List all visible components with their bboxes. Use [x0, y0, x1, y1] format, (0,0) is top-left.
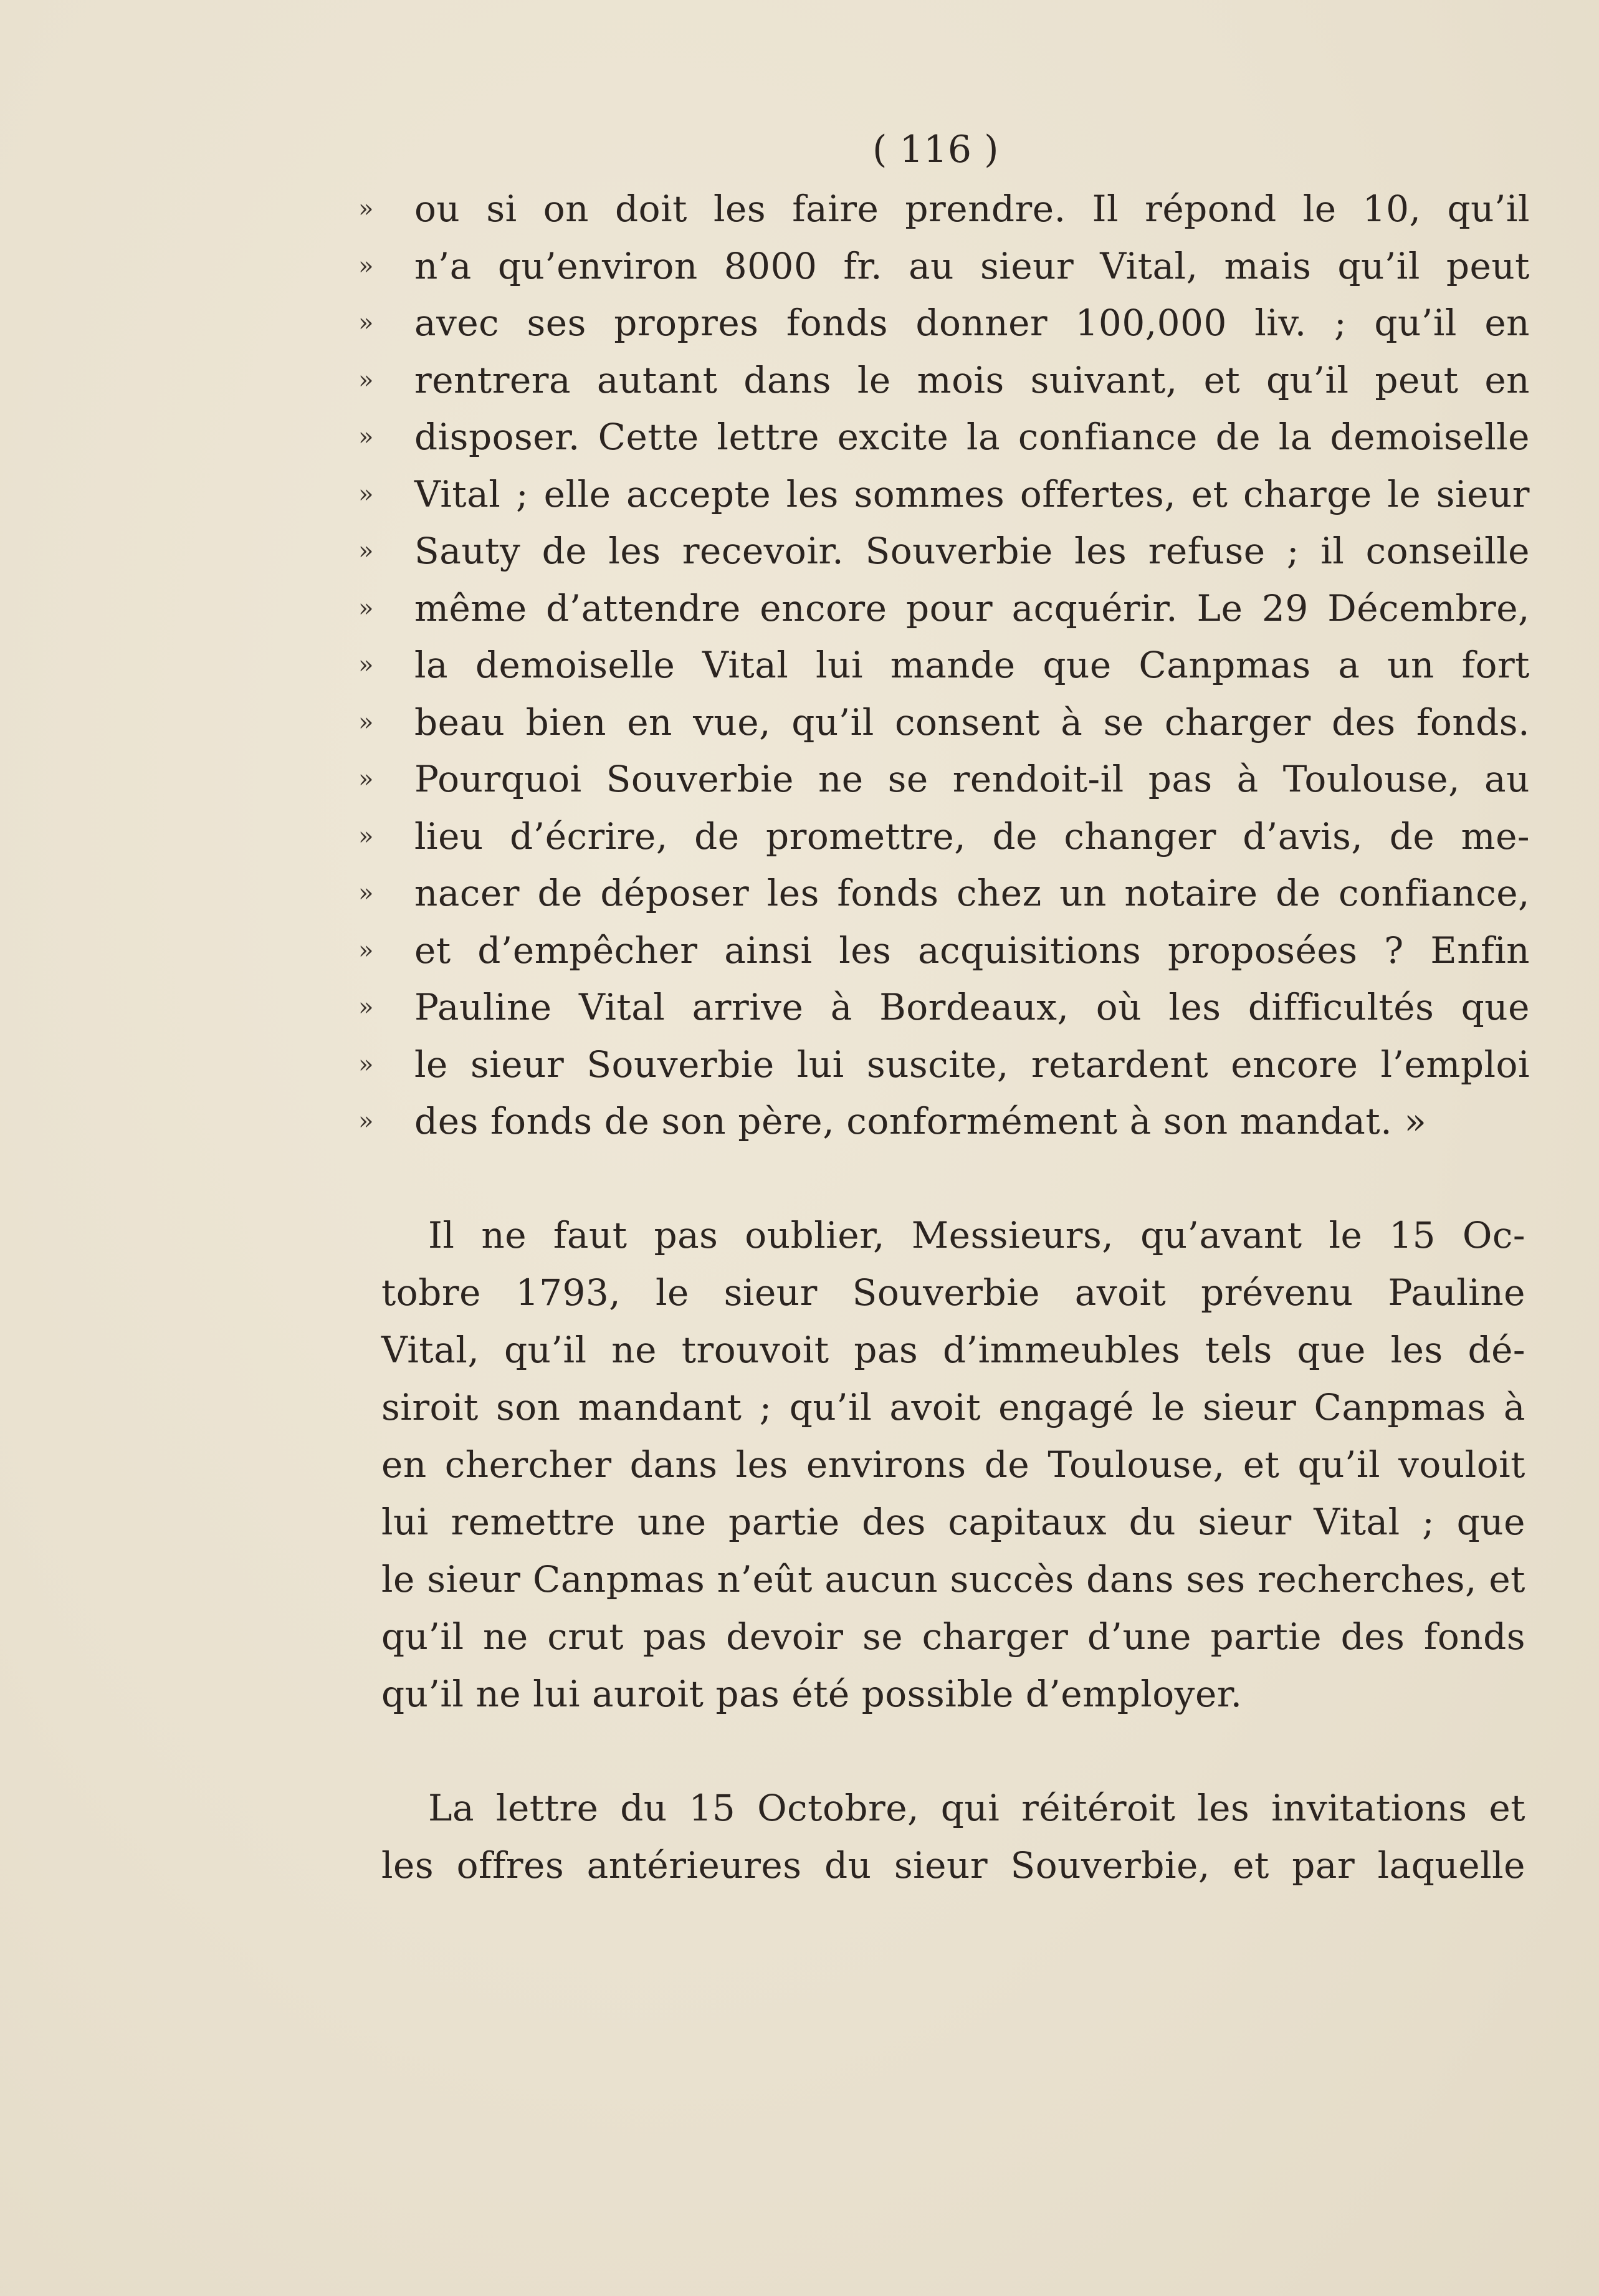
quote-line-text: n’a qu’environ 8000 fr. au sieur Vital, mais qu’il peut — [414, 244, 1530, 287]
quote-line — [358, 751, 1530, 808]
quoted-passage — [358, 181, 1530, 1150]
quote-line — [358, 922, 1530, 980]
quote-line-text: le sieur Souverbie lui suscite, retardent encore l’emploi — [414, 1043, 1530, 1086]
quote-line-text: et d’empêcher ainsi les acquisitions proposées ? Enfin — [414, 929, 1530, 972]
quote-line-text: avec ses propres fonds donner 100,000 liv. ; qu’il en — [414, 302, 1530, 344]
quote-line-text: Sauty de les recevoir. Souverbie les refuse ; il conseille — [414, 530, 1530, 572]
quote-line-text: beau bien en vue, qu’il consent à se charger des fonds. — [414, 701, 1530, 744]
quote-marker: » — [358, 707, 374, 737]
quote-line-text: la demoiselle Vital lui mande que Canpmas a un fort — [414, 644, 1530, 686]
quote-line — [358, 979, 1530, 1036]
quote-marker: » — [358, 251, 374, 280]
quote-line — [358, 1036, 1530, 1094]
paragraph-1 — [381, 1207, 1525, 1723]
quote-line — [358, 865, 1530, 922]
quote-line-text: disposer. Cette lettre excite la confiance de la demoiselle — [414, 416, 1530, 458]
quote-marker: » — [358, 593, 374, 623]
quote-line-text: Pauline Vital arrive à Bordeaux, où les difficultés que — [414, 986, 1530, 1028]
paragraph-line: La lettre du 15 Octobre, qui réitéroit les invitations et — [428, 1787, 1525, 1829]
paragraph-line: qu’il ne lui auroit pas été possible d’employer. — [381, 1673, 1243, 1715]
paragraph-line: qu’il ne crut pas devoir se charger d’une partie des fonds — [381, 1615, 1525, 1658]
quote-marker: » — [358, 365, 374, 395]
quote-line — [358, 808, 1530, 866]
quote-marker: » — [358, 309, 374, 337]
quote-marker: » — [358, 879, 374, 907]
quote-marker: » — [358, 479, 374, 509]
quote-marker: » — [358, 537, 374, 565]
quote-line — [358, 694, 1530, 752]
quote-marker: » — [358, 1050, 374, 1079]
quote-line — [358, 466, 1530, 524]
quote-marker: » — [358, 651, 374, 679]
quote-line-text: Vital ; elle accepte les sommes offertes, et charge le sieur — [414, 472, 1530, 515]
paragraph-line: Il ne faut pas oublier, Messieurs, qu’avant le 15 Oc- — [428, 1214, 1525, 1256]
quote-line — [358, 409, 1530, 466]
paragraph-line: tobre 1793, le sieur Souverbie avoit prévenu Pauline — [381, 1271, 1525, 1314]
quote-line — [358, 295, 1530, 352]
quote-marker: » — [358, 821, 374, 851]
quote-marker: » — [358, 935, 374, 965]
paragraph-line: Vital, qu’il ne trouvoit pas d’immeubles tels que les dé- — [381, 1329, 1525, 1371]
quote-line — [358, 1093, 1530, 1150]
quote-marker: » — [358, 993, 374, 1021]
quote-marker: » — [358, 765, 374, 793]
quote-line-text: lieu d’écrire, de promettre, de changer d’avis, de me- — [414, 815, 1530, 858]
quote-line — [358, 523, 1530, 580]
quote-line-text: des fonds de son père, conformément à son mandat. » — [414, 1100, 1427, 1142]
quote-line — [358, 637, 1530, 694]
quote-line — [358, 181, 1530, 238]
quote-marker: » — [358, 194, 374, 223]
paragraph-line: lui remettre une partie des capitaux du sieur Vital ; que — [381, 1501, 1525, 1543]
paragraph-line: les offres antérieures du sieur Souverbie, et par laquelle — [381, 1844, 1525, 1887]
quote-line — [358, 580, 1530, 638]
paragraph-line: le sieur Canpmas n’eût aucun succès dans ses recherches, et — [381, 1558, 1525, 1600]
paragraph-line: en chercher dans les environs de Toulouse, et qu’il vouloit — [381, 1443, 1525, 1486]
quote-line — [358, 238, 1530, 295]
paragraph-2 — [381, 1779, 1525, 1894]
quote-line-text: ou si on doit les faire prendre. Il répond le 10, qu’il — [414, 188, 1530, 230]
paragraph-line: siroit son mandant ; qu’il avoit engagé le sieur Canpmas à — [381, 1386, 1525, 1428]
quote-line-text: même d’attendre encore pour acquérir. Le 29 Décembre, — [414, 586, 1530, 629]
quote-marker: » — [358, 1107, 374, 1136]
quote-line-text: Pourquoi Souverbie ne se rendoit-il pas à Toulouse, au — [414, 758, 1530, 800]
quote-line — [358, 352, 1530, 409]
quote-line-text: rentrera autant dans le mois suivant, et qu’il peut en — [414, 358, 1530, 401]
quote-marker: » — [358, 423, 374, 451]
page-number: ( 116 ) — [872, 128, 999, 171]
quote-line-text: nacer de déposer les fonds chez un notaire de confiance, — [414, 872, 1530, 914]
